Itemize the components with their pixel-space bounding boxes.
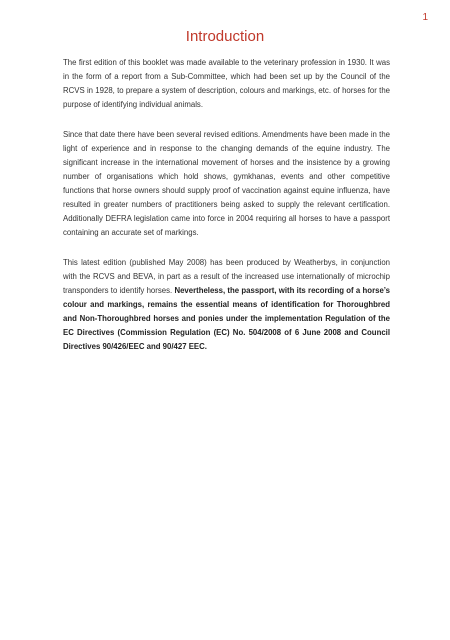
page-title: Introduction (185, 28, 265, 45)
page-number: 1 (422, 12, 428, 23)
body-text (63, 56, 390, 370)
paragraph-revised-editions: Since that date there have been several revised editions. Amendments have been made in the light of experience and in response to the changing demands of the equine industry. The significant increase in the international movement of horses and the insistence by a growing number of organisations which hold shows, gymkhanas, events and other competitive functions that horse owners should supply proof of vaccination against equine influenza, have resulted in greater numbers of practitioners being asked to supply the relevant certification. Additionally DEFRA legislation came into force in 2004 requiring all horses to have a passport containing an accurate set of markings. (63, 130, 390, 237)
paragraph-first-edition: The first edition of this booklet was made available to the veterinary profession in 1930. It was in the form of a report from a Sub-Committee, which had been set up by the Council of the RCVS in 1928, to prepare a system of description, colours and markings, etc. of horses for the purpose of identifying individual animals. (63, 58, 390, 109)
paragraph-latest-edition (63, 256, 390, 354)
paragraph-latest-edition-text: This latest edition (published May 2008) has been produced by Weatherbys, in conjunction with the RCVS and BEVA, in part as a result of the increased use internationally of microchip transponders to identify horses. (63, 258, 390, 295)
paragraph-latest-edition-bold: Nevertheless, the passport, with its recording of a horse’s colour and markings, remains the essential means of identification for Thoroughbred and Non-Thoroughbred horses and ponies under the implementation Regulation of the EC Directives (Commission Regulation (EC) No. 504/2008 of 6 June 2008 and Council Directives 90/426/EEC and 90/427 EEC. (63, 286, 390, 351)
